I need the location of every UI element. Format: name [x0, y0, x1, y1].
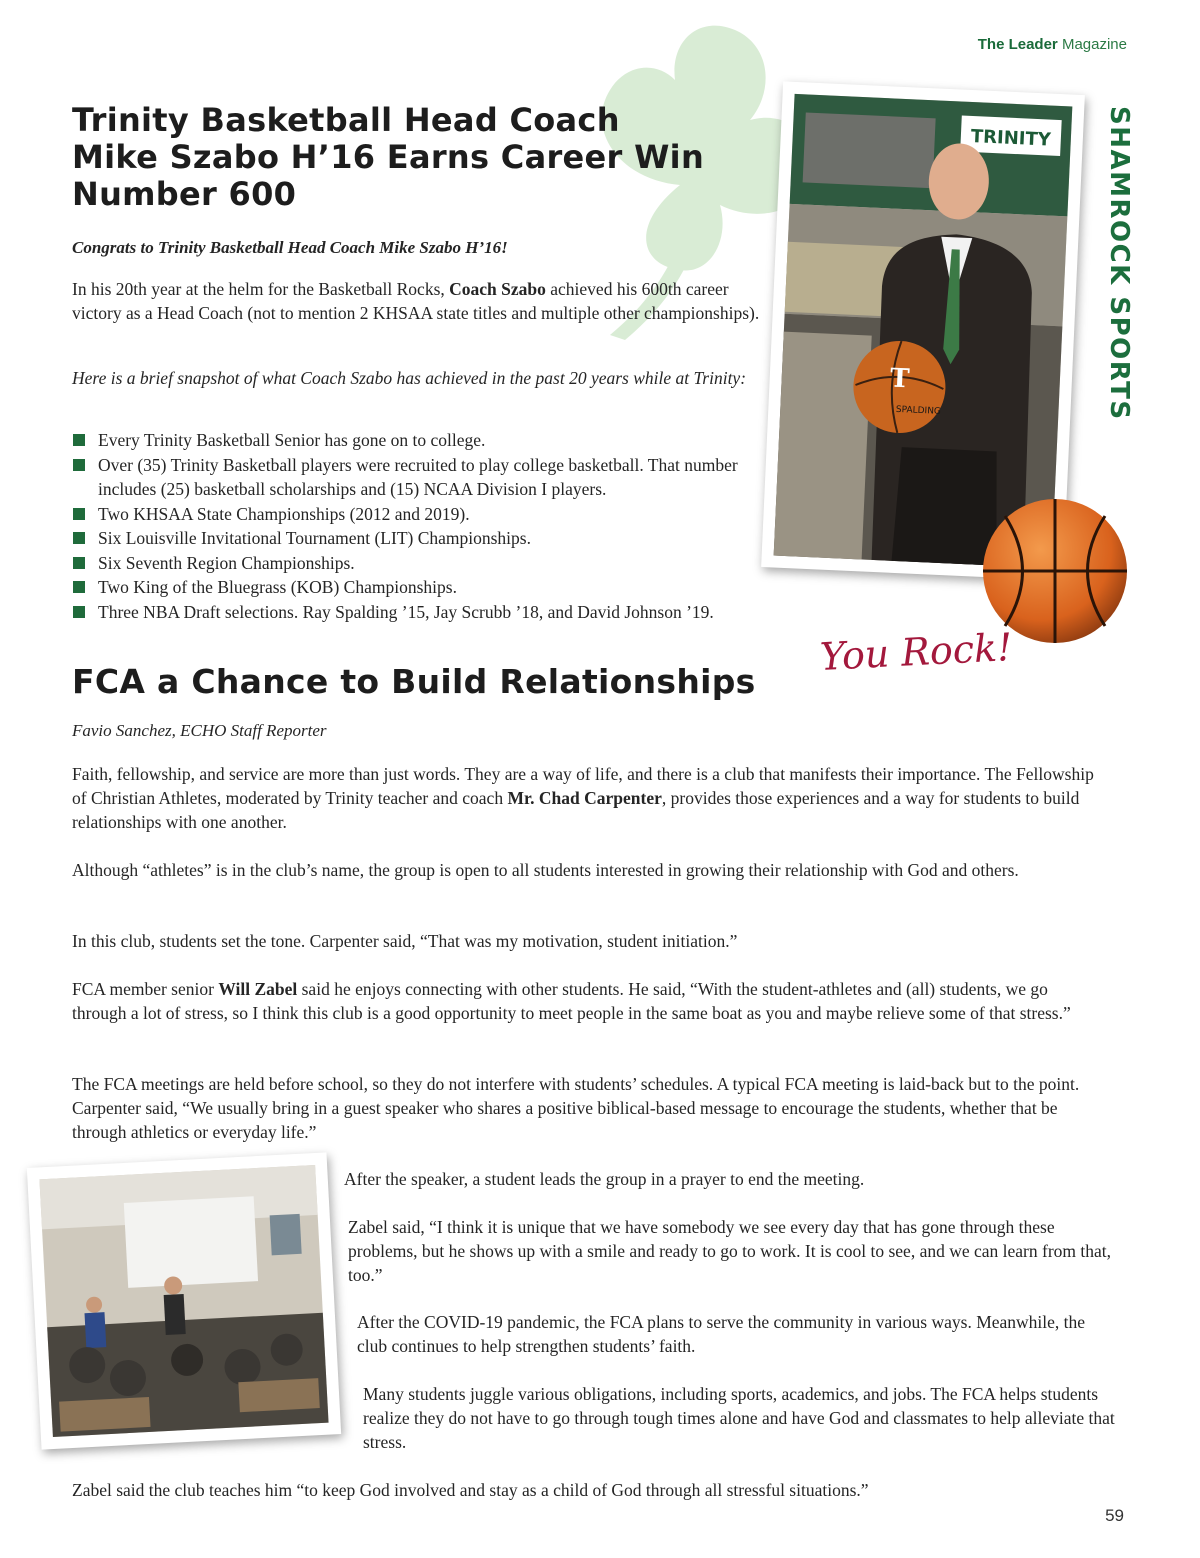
- intro-text: achieved his 600th career victory as a Head Coach (not to mention 2 KHSAA state titles and multiple other championships).: [72, 279, 760, 323]
- paragraph-text: Faith, fellowship, and service are more than just words. They are a way of life, and there is a club that manifests their importance. The Fellowship of Christian Athletes, moderated by Trinity teacher and coach: [72, 764, 1094, 808]
- list-item: Six Seventh Region Championships.: [72, 551, 792, 576]
- article2-paragraph: Zabel said the club teaches him “to keep God involved and stay as a child of God through all stressful situations.”: [72, 1480, 869, 1500]
- paragraph-text: FCA member senior: [72, 979, 219, 999]
- you-rock-callout: You Rock!: [818, 624, 1014, 680]
- student-name: Will Zabel: [218, 979, 298, 999]
- article2-paragraph: Many students juggle various obligations, including sports, academics, and jobs. The FCA helps students realize they do not have to go through tough times alone and have God and classmates to help alleviate that stress.: [363, 1384, 1115, 1452]
- list-item: Over (35) Trinity Basketball players were recruited to play college basketball. That number includes (25) basketball scholarships and (15) NCAA Division I players.: [72, 453, 792, 502]
- coach-name: Coach Szabo: [449, 279, 546, 299]
- article2-paragraph: [72, 977, 1072, 1025]
- article2-paragraph: Zabel said, “I think it is unique that we have somebody we see every day that has gone through these problems, but he shows up with a smile and ready to go to work. It is cool to see, and we can learn from that, too.”: [348, 1217, 1112, 1285]
- list-item: Two KHSAA State Championships (2012 and 2019).: [72, 502, 792, 527]
- list-item: Six Louisville Invitational Tournament (LIT) Championships.: [72, 526, 792, 551]
- achievements-list: [72, 428, 792, 624]
- fca-meeting-image: [27, 1152, 341, 1449]
- paragraph-text: said he enjoys connecting with other students. He said, “With the student-athletes and (all) students, we go through a lot of stress, so I think this club is a good opportunity to meet people in the same boat as you and maybe relieve some of that stress.”: [72, 979, 1071, 1023]
- list-item: Every Trinity Basketball Senior has gone on to college.: [72, 428, 792, 453]
- moderator-name: Mr. Chad Carpenter: [507, 788, 662, 808]
- fca-meeting-photo: [27, 1152, 341, 1449]
- title-line: Trinity Basketball Head Coach: [72, 101, 620, 139]
- article1-title: [72, 102, 752, 213]
- paragraph-text: , provides those experiences and a way for students to build relationships with one another.: [72, 788, 1080, 832]
- article1-subtitle: Congrats to Trinity Basketball Head Coach Mike Szabo H’16!: [72, 238, 508, 257]
- brand-name: The Leader: [977, 36, 1058, 53]
- section-side-label: SHAMROCK SPORTS: [1104, 106, 1134, 421]
- article2-paragraph: [72, 762, 1112, 834]
- article1-intro: [72, 277, 762, 325]
- article2-byline: Favio Sanchez, ECHO Staff Reporter: [72, 721, 327, 740]
- article2-paragraph: The FCA meetings are held before school, so they do not interfere with students’ schedules. A typical FCA meeting is laid-back but to the point. Carpenter said, “We usually bring in a guest speaker who shares a positive biblical-based message to encourage the students, whether that be through athletics or everyday life.”: [72, 1074, 1080, 1142]
- ball-brand-text: SPALDING: [895, 404, 942, 417]
- page-number: 59: [1105, 1506, 1124, 1525]
- title-line: Mike Szabo H’16 Earns Career Win: [72, 138, 705, 176]
- article2-title: FCA a Chance to Build Relationships: [72, 662, 756, 701]
- list-item: Two King of the Bluegrass (KOB) Championships.: [72, 575, 792, 600]
- list-item: Three NBA Draft selections. Ray Spalding ’15, Jay Scrubb ’18, and David Johnson ’19.: [72, 600, 792, 625]
- gym-banner-text: TRINITY: [970, 125, 1052, 151]
- basketball-icon: [980, 496, 1130, 646]
- article2-paragraph: In this club, students set the tone. Carpenter said, “That was my motivation, student initiation.”: [72, 931, 738, 951]
- intro-text: In his 20th year at the helm for the Basketball Rocks,: [72, 279, 450, 299]
- article1-snapshot: Here is a brief snapshot of what Coach Szabo has achieved in the past 20 years while at Trinity:: [72, 368, 747, 388]
- brand-suffix: Magazine: [1061, 36, 1127, 53]
- magazine-brand: [978, 36, 1127, 53]
- article2-paragraph: Although “athletes” is in the club’s name, the group is open to all students interested in growing their relationship with God and others.: [72, 860, 1019, 880]
- article2-paragraph: After the COVID-19 pandemic, the FCA plans to serve the community in various ways. Meanwhile, the club continues to help strengthen students’ faith.: [357, 1312, 1086, 1356]
- title-line: Number 600: [72, 175, 297, 213]
- ball-logo-text: T: [889, 363, 911, 395]
- article2-paragraph: After the speaker, a student leads the group in a prayer to end the meeting.: [344, 1169, 865, 1189]
